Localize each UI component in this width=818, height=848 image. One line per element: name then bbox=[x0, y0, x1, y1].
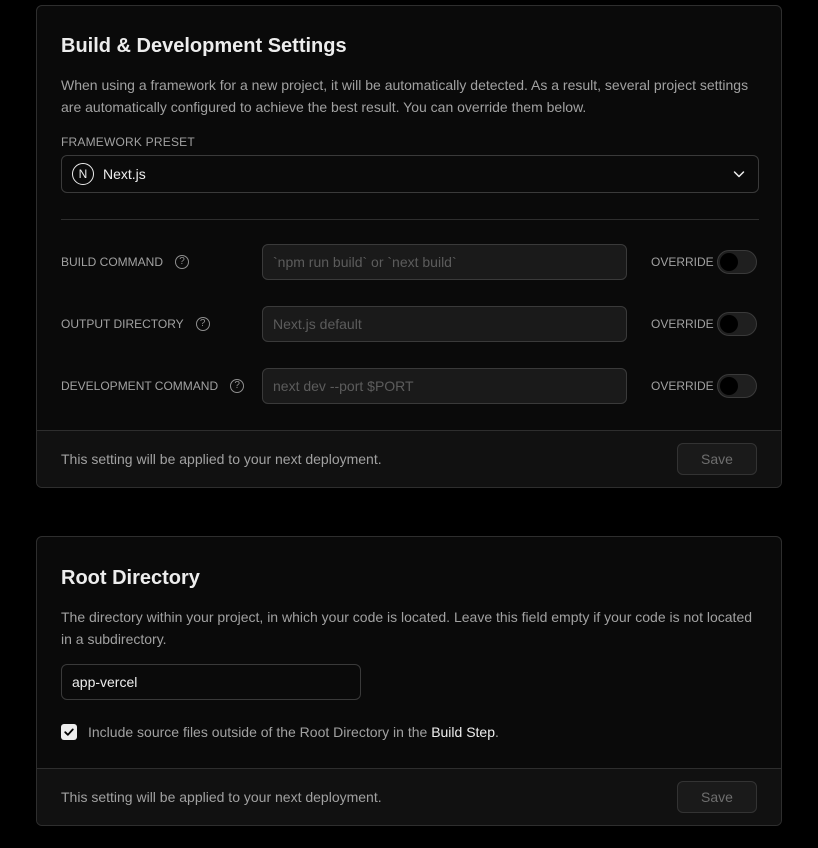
build-command-override-toggle[interactable] bbox=[717, 250, 757, 274]
help-circle-icon[interactable]: ? bbox=[230, 379, 244, 393]
build-command-override-label: OVERRIDE bbox=[651, 255, 714, 269]
development-command-input[interactable] bbox=[262, 368, 627, 404]
output-directory-input[interactable] bbox=[262, 306, 627, 342]
include-source-files-label: Include source files outside of the Root Directory in the bbox=[88, 724, 428, 740]
framework-preset-label: FRAMEWORK PRESET bbox=[61, 135, 195, 149]
build-settings-card bbox=[36, 5, 782, 488]
include-source-files-text bbox=[88, 724, 499, 740]
development-command-row bbox=[61, 368, 757, 404]
root-directory-footer-text: This setting will be applied to your next deployment. bbox=[61, 789, 382, 805]
framework-preset-value: Next.js bbox=[103, 166, 146, 182]
root-directory-input[interactable] bbox=[61, 664, 361, 700]
chevron-down-icon bbox=[732, 167, 746, 181]
output-directory-row bbox=[61, 306, 757, 342]
build-step-link[interactable]: Build Step bbox=[431, 724, 496, 740]
build-command-row bbox=[61, 244, 757, 280]
root-directory-title: Root Directory bbox=[61, 567, 200, 589]
output-directory-override-label: OVERRIDE bbox=[651, 317, 714, 331]
build-settings-save-button[interactable]: Save bbox=[677, 443, 757, 475]
root-directory-save-button[interactable]: Save bbox=[677, 781, 757, 813]
include-source-files-row bbox=[61, 724, 499, 740]
build-settings-description: When using a framework for a new project, it will be automatically detected. As a result, several project settings are automatically configured to achieve the best result. You can override them below. bbox=[61, 77, 749, 115]
development-command-label bbox=[61, 379, 244, 393]
output-directory-override-toggle[interactable] bbox=[717, 312, 757, 336]
output-directory-label-text: OUTPUT DIRECTORY bbox=[61, 317, 184, 331]
development-command-label-text: DEVELOPMENT COMMAND bbox=[61, 379, 219, 393]
include-source-files-suffix: . bbox=[495, 724, 499, 740]
build-settings-footer bbox=[37, 430, 781, 487]
toggle-knob bbox=[720, 253, 738, 271]
include-source-files-checkbox[interactable] bbox=[61, 724, 77, 740]
section-divider bbox=[61, 219, 759, 220]
toggle-knob bbox=[720, 315, 738, 333]
development-command-override-toggle[interactable] bbox=[717, 374, 757, 398]
framework-preset-select[interactable] bbox=[61, 155, 759, 193]
build-command-label-text: BUILD COMMAND bbox=[61, 255, 164, 269]
build-command-label bbox=[61, 255, 189, 269]
help-circle-icon[interactable]: ? bbox=[196, 317, 210, 331]
build-settings-title: Build & Development Settings bbox=[61, 35, 347, 57]
root-directory-footer bbox=[37, 768, 781, 825]
output-directory-label bbox=[61, 317, 210, 331]
build-settings-footer-text: This setting will be applied to your next deployment. bbox=[61, 451, 382, 467]
build-command-input[interactable] bbox=[262, 244, 627, 280]
nextjs-logo-icon: N bbox=[72, 163, 94, 185]
root-directory-card bbox=[36, 536, 782, 826]
toggle-knob bbox=[720, 377, 738, 395]
check-icon bbox=[63, 726, 75, 738]
development-command-override-label: OVERRIDE bbox=[651, 379, 714, 393]
help-circle-icon[interactable]: ? bbox=[175, 255, 189, 269]
root-directory-description: The directory within your project, in which your code is located. Leave this field empty if your code is not located in a subdirectory. bbox=[61, 609, 753, 647]
